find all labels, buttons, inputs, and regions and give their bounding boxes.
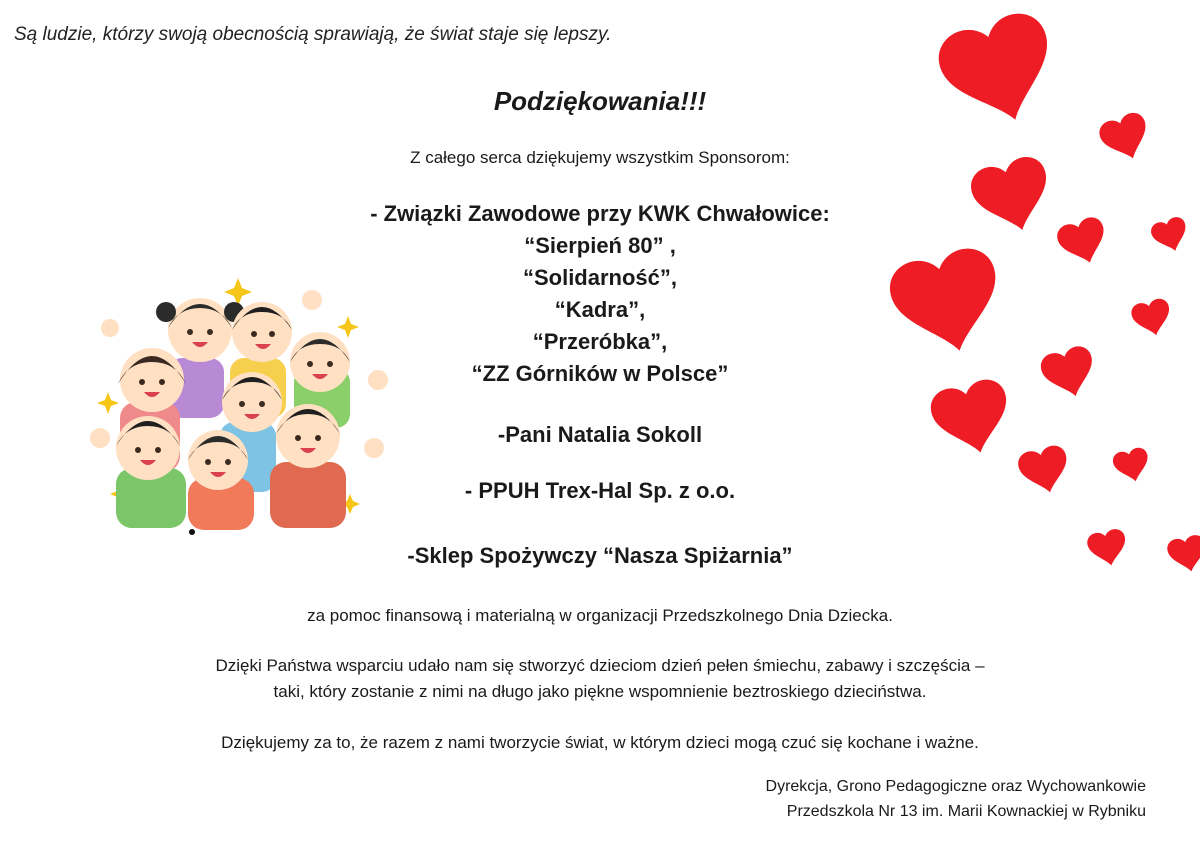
union-item: “Kadra”,	[554, 297, 646, 322]
union-item: “ZZ Górników w Polsce”	[471, 361, 729, 386]
opening-quote: Są ludzie, którzy swoją obecnością sprawiają, że świat staje się lepszy.	[14, 24, 612, 45]
signature	[766, 774, 1146, 824]
heart-icon	[884, 6, 1200, 575]
page-title: Podziękowania!!!	[493, 86, 707, 116]
signature-line: Przedszkola Nr 13 im. Marii Kownackiej w Rybniku	[786, 803, 1146, 820]
union-item: “Solidarność”,	[522, 265, 678, 290]
support-text	[120, 653, 1080, 705]
intro-text: Z całego serca dziękujemy wszystkim Sponsorom:	[410, 148, 790, 167]
sponsor-list	[330, 198, 870, 572]
sponsor-person: -Pani Natalia Sokoll	[497, 422, 703, 447]
support-line: Dzięki Państwa wsparciu udało nam się stworzyć dzieciom dzień pełen śmiechu, zabawy i szczęścia –	[215, 656, 985, 675]
closing-text: Dziękujemy za to, że razem z nami tworzycie świat, w którym dzieci mogą czuć się kochane i ważne.	[221, 733, 979, 752]
signature-line: Dyrekcja, Grono Pedagogiczne oraz Wychowankowie	[765, 778, 1146, 795]
union-item: “Przeróbka”,	[532, 329, 668, 354]
hearts-decoration	[880, 0, 1200, 600]
sponsor-shop: -Sklep Spożywczy “Nasza Spiżarnia”	[407, 543, 793, 568]
support-line: taki, który zostanie z nimi na długo jako piękne wspomnienie beztroskiego dzieciństwa.	[273, 682, 927, 701]
purpose-text: za pomoc finansową i materialną w organizacji Przedszkolnego Dnia Dziecka.	[307, 606, 893, 625]
children-illustration	[80, 272, 410, 542]
sponsor-company: - PPUH Trex-Hal Sp. z o.o.	[464, 478, 736, 503]
union-header: - Związki Zawodowe przy KWK Chwałowice:	[370, 201, 830, 226]
union-item: “Sierpień 80” ,	[524, 233, 676, 258]
